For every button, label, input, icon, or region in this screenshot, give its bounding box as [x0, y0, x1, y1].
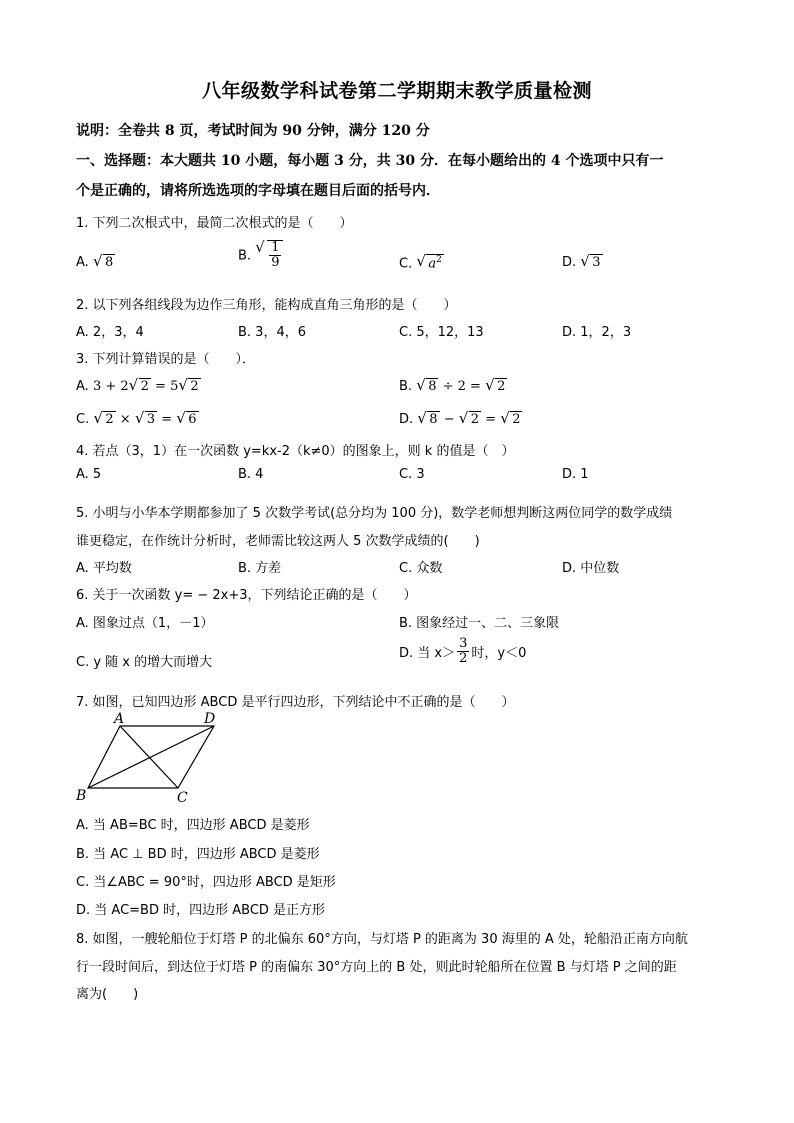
sqrt-expression [255, 240, 283, 271]
q3-option-b [399, 378, 507, 394]
q2-option-d: D. 1，2，3 [562, 325, 632, 340]
section-heading-line1: 一、选择题：本大题共 10 小题，每小题 3 分，共 30 分．在每小题给出的 4 个选项中只有一 [76, 153, 664, 169]
radicand: 2 [470, 412, 480, 427]
sqrt-expression [416, 378, 438, 394]
radicand: 8 [429, 412, 438, 427]
q1-option-b [238, 240, 283, 271]
denominator: 9 [271, 255, 280, 271]
variable: a [428, 256, 437, 272]
parallelogram-figure [74, 712, 224, 808]
q4-stem: 4. 若点（3，1）在一次函数 y=kx-2（k≠0）的图象上，则 k 的值是（ ） [76, 444, 515, 459]
q6-option-d [399, 637, 526, 667]
q5-stem-line2: 谁更稳定，在作统计分析时，老师需比较这两人 5 次数学成绩的( ) [76, 534, 480, 549]
exam-note: 说明：全卷共 8 页，考试时间为 90 分钟，满分 120 分 [76, 123, 430, 139]
q3-stem: 3. 下列计算错误的是（ ）． [76, 352, 256, 367]
fraction [457, 637, 469, 667]
option-label: C. [399, 256, 413, 272]
radicand: 2 [105, 412, 114, 427]
q5-option-c: C. 众数 [399, 561, 443, 576]
q2-stem: 2. 以下列各组线段为边作三角形，能构成直角三角形的是（ ） [76, 298, 457, 313]
q4-option-b: B. 4 [238, 467, 264, 482]
option-label: D. [562, 255, 577, 270]
expression-part: = [481, 412, 501, 427]
q2-option-c: C. 5，12，13 [399, 325, 484, 340]
q7-option-d: D. 当 AC=BD 时，四边形 ABCD 是正方形 [76, 903, 326, 918]
q7-stem: 7. 如图，已知四边形 ABCD 是平行四边形，下列结论中不正确的是（ ） [76, 695, 515, 710]
vertex-label-d: D [204, 712, 216, 727]
option-label: C. [76, 412, 90, 427]
q7-option-b: B. 当 AC ⊥ BD 时，四边形 ABCD 是菱形 [76, 847, 320, 862]
expression-part: × [115, 412, 135, 427]
q6-option-a: A. 图象过点（1，－1） [76, 616, 214, 631]
q4-option-c: C. 3 [399, 467, 425, 482]
q8-stem-line3: 离为( ) [76, 987, 139, 1002]
q5-option-a: A. 平均数 [76, 561, 132, 576]
q1-option-d [562, 254, 603, 270]
sqrt-expression [135, 411, 157, 427]
sqrt-expression [580, 254, 602, 270]
q7-option-c: C. 当∠ABC = 90°时，四边形 ABCD 是矩形 [76, 875, 336, 890]
option-label: B. [238, 248, 252, 264]
radicand: 8 [428, 379, 437, 394]
option-label: A. [76, 379, 89, 394]
page-title: 八年级数学科试卷第二学期期末教学质量检测 [201, 80, 592, 102]
sqrt-expression [500, 411, 522, 427]
option-label: A. [76, 255, 89, 270]
radicand: 2 [190, 379, 199, 394]
q6-stem: 6. 关于一次函数 y= − 2x+3，下列结论正确的是（ ） [76, 588, 417, 603]
numerator: √ 1 [271, 240, 280, 255]
q1-option-c [399, 254, 444, 271]
diagonal-ac [120, 726, 178, 788]
sqrt-expression [416, 254, 444, 271]
sqrt-expression [129, 378, 151, 394]
q2-option-b: B. 3，4，6 [238, 325, 306, 340]
vertex-label-c: C [177, 790, 188, 806]
sqrt-expression [178, 378, 200, 394]
sqrt-expression [93, 254, 115, 270]
expression-part: − [439, 412, 459, 427]
q6-option-b: B. 图象经过一、二、三象限 [399, 616, 560, 631]
sqrt-expression [417, 411, 439, 427]
q5-option-d: D. 中位数 [562, 561, 620, 576]
expression-part: = [157, 412, 177, 427]
q3-option-a [76, 378, 201, 394]
denominator: 2 [459, 651, 468, 667]
q8-stem-line1: 8. 如图，一艘轮船位于灯塔 P 的北偏东 60°方向，与灯塔 P 的距离为 30 海里的 A 处，轮船沿正南方向航 [76, 932, 688, 947]
q7-option-a: A. 当 AB=BC 时，四边形 ABCD 是菱形 [76, 818, 310, 833]
q3-option-d [399, 411, 522, 427]
radicand: 2 [497, 379, 506, 394]
radicand: 3 [146, 412, 156, 427]
q8-stem-line2: 行一段时间后，到达位于灯塔 P 的南偏东 30°方向上的 B 处，则此时轮船所在位置 B 与灯塔 P 之间的距 [76, 960, 677, 975]
exponent: 2 [436, 255, 442, 265]
expression-part: 3 + 2 [92, 379, 129, 394]
radicand: 2 [512, 412, 521, 427]
option-text: D. 当 x＞ [399, 646, 456, 662]
option-label: B. [399, 379, 413, 394]
radicand: 3 [592, 255, 601, 270]
section-heading-line2: 个是正确的，请将所选选项的字母填在题目后面的括号内． [76, 183, 440, 199]
sqrt-expression [485, 378, 507, 394]
sqrt-expression [93, 411, 115, 427]
expression-part: ÷ 2 = [438, 379, 486, 394]
fraction [269, 241, 281, 271]
radicand [426, 254, 444, 271]
diagonal-bd [88, 726, 214, 788]
radicand [267, 240, 283, 271]
q4-option-d: D. 1 [562, 467, 589, 482]
vertex-label-a: A [114, 712, 125, 727]
q6-option-c: C. y 随 x 的增大而增大 [76, 655, 213, 670]
expression-part: = 5 [150, 379, 179, 394]
q1-option-a [76, 254, 115, 270]
vertex-label-b: B [76, 788, 87, 804]
numerator: 3 [459, 636, 468, 651]
radicand: 8 [104, 255, 114, 270]
sqrt-expression [176, 411, 198, 427]
option-label: D. [399, 412, 414, 427]
radicand: 6 [188, 412, 197, 427]
sqrt-expression [459, 411, 481, 427]
q3-option-c [76, 411, 199, 427]
radicand: 2 [140, 379, 149, 394]
option-text: 时，y＜0 [471, 646, 527, 662]
q5-option-b: B. 方差 [238, 561, 282, 576]
q5-stem-line1: 5. 小明与小华本学期都参加了 5 次数学考试(总分均为 100 分)，数学老师想判断这两位同学的数学成绩 [76, 506, 673, 521]
q2-option-a: A. 2，3，4 [76, 325, 144, 340]
q4-option-a: A. 5 [76, 467, 102, 482]
q1-stem: 1. 下列二次根式中，最简二次根式的是（ ） [76, 216, 353, 231]
